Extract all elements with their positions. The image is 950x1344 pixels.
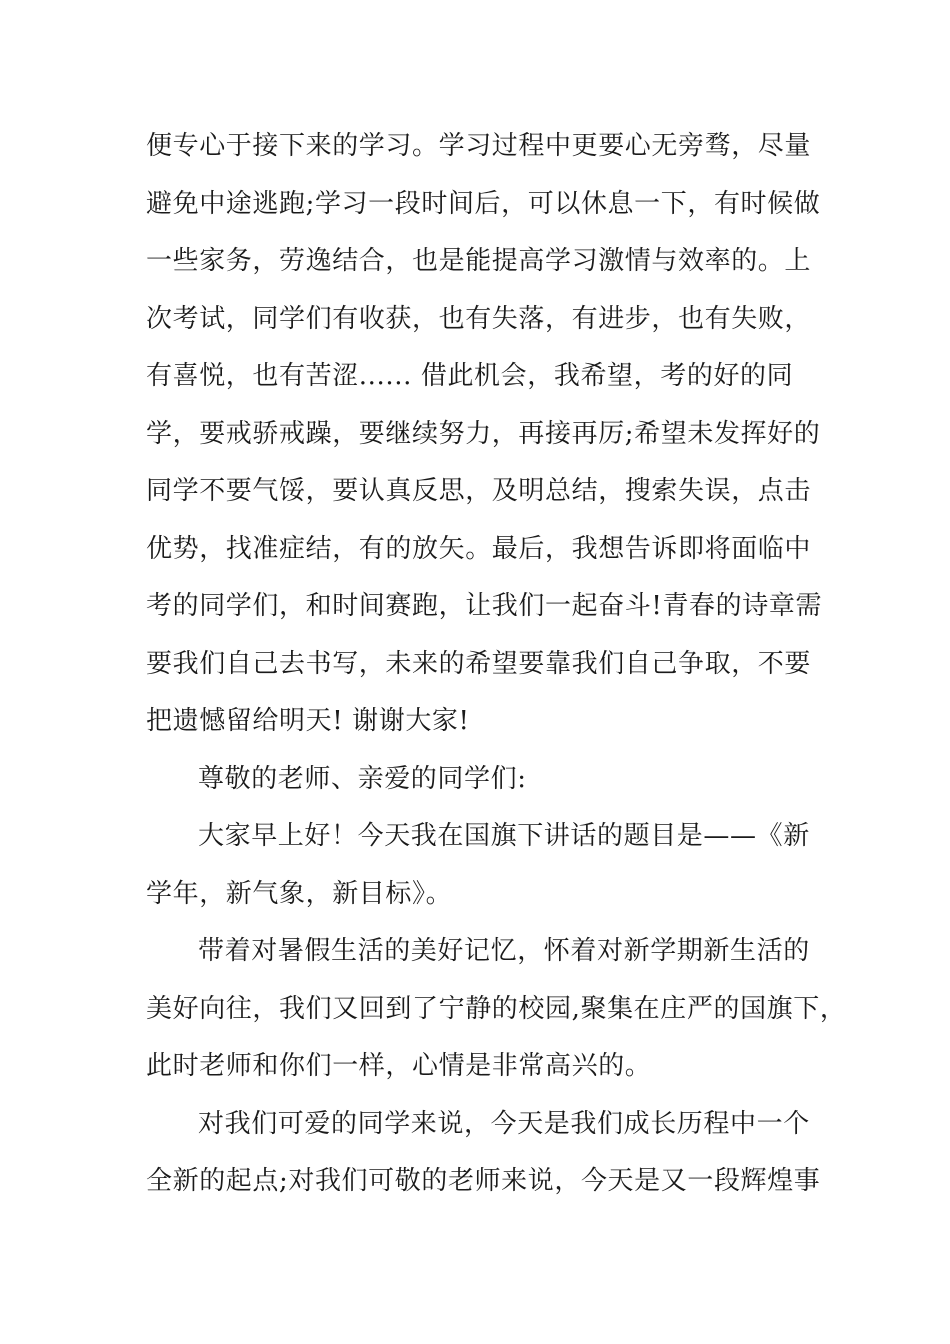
text-line: 全新的起点;对我们可敬的老师来说，今天是又一段辉煌事	[146, 1166, 821, 1196]
paragraph-start-line: 对我们可爱的同学来说，今天是我们成长历程中一个	[198, 1108, 810, 1139]
text-line: 有喜悦，也有苦涩...... 借此机会，我希望，考的好的同	[146, 361, 794, 391]
text-line: 便专心于接下来的学习。学习过程中更要心无旁骛，尽量	[146, 131, 812, 161]
text-line: 学，要戒骄戒躁，要继续努力，再接再厉;希望未发挥好的	[146, 418, 821, 449]
text-line: 学年，新气象，新目标》。	[146, 878, 453, 909]
text-line: 避免中途逃跑;学习一段时间后，可以休息一下，有时候做	[146, 188, 821, 219]
greeting-line: 尊敬的老师、亲爱的同学们:	[198, 763, 527, 794]
text-line: 要我们自己去书写，未来的希望要靠我们自己争取，不要	[146, 648, 812, 679]
text-line: 同学不要气馁，要认真反思，及明总结，搜索失误，点击	[146, 476, 812, 506]
text-line: 考的同学们，和时间赛跑，让我们一起奋斗!青春的诗章需	[146, 591, 823, 621]
text-line: 优势，找准症结，有的放矢。最后，我想告诉即将面临中	[146, 533, 812, 564]
text-line: 一些家务，劳逸结合，也是能提高学习激情与效率的。上	[146, 246, 812, 276]
text-line: 次考试，同学们有收获，也有失落，有进步，也有失败，	[146, 303, 812, 334]
body-text	[146, 118, 847, 1211]
text-line: 美好向往，我们又回到了宁静的校园,聚集在庄严的国旗下，	[146, 993, 847, 1024]
paragraph-start-line: 大家早上好！今天我在国旗下讲话的题目是——《新	[198, 821, 810, 851]
text-line: 此时老师和你们一样，心情是非常高兴的。	[146, 1051, 652, 1081]
text-line: 把遗憾留给明天! 谢谢大家!	[146, 706, 470, 736]
paragraph-start-line: 带着对暑假生活的美好记忆，怀着对新学期新生活的	[198, 936, 810, 966]
